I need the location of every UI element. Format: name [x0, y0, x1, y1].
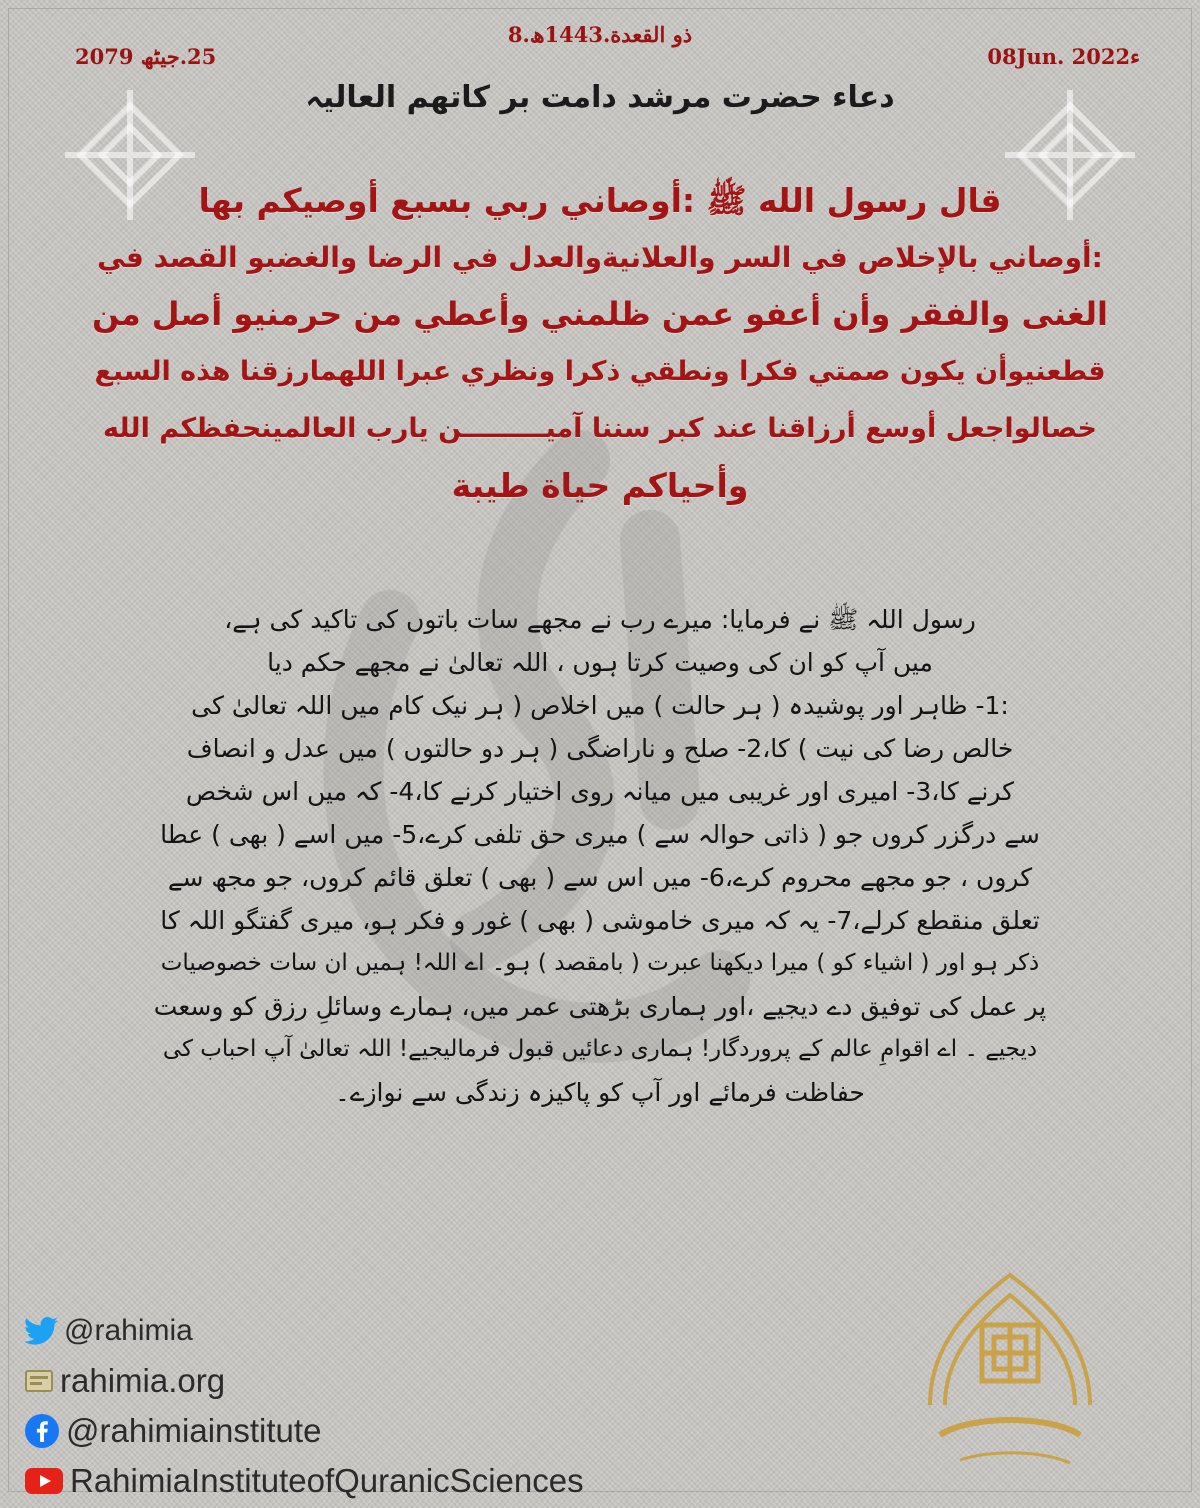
arabic-line: قال رسول الله ﷺ :أوصاني ربي بسبع أوصيكم بها	[198, 181, 1002, 220]
rahimia-logo	[900, 1265, 1120, 1480]
urdu-line: رسول اللہ ﷺ نے فرمایا: میرے رب نے مجھے سات باتوں کی تاکید کی ہے،	[224, 605, 976, 634]
urdu-line: پر عمل کی توفیق دے دیجیے ،اور ہماری بڑھتی عمر میں، ہمارے وسائلِ رزق کو وسعت	[153, 992, 1047, 1021]
urdu-line: کرنے کا،3- امیری اور غریبی میں میانہ روی اختیار کرنے کا،4- کہ میں اس شخص	[185, 777, 1015, 806]
urdu-line: کروں ، جو مجھے محروم کرے،6- میں اس سے ( بھی ) تعلق قائم کروں، جو مجھ سے	[167, 863, 1033, 892]
urdu-translation-text	[150, 598, 1050, 1114]
urdu-line: :1- ظاہر اور پوشیدہ ( ہر حالت ) میں اخلاص ( ہر نیک کام میں اللہ تعالیٰ کی	[191, 691, 1009, 720]
urdu-line: میں آپ کو ان کی وصیت کرتا ہوں ، اللہ تعالیٰ نے مجھے حکم دیا	[267, 648, 933, 677]
urdu-line: خالص رضا کی نیت ) کا،2- صلح و ناراضگی ( ہر دو حالتوں ) میں عدل و انصاف	[186, 734, 1014, 763]
gregorian-date: 08Jun. 2022ء	[987, 44, 1140, 69]
date-row	[60, 22, 1140, 72]
youtube-icon	[24, 1467, 64, 1495]
page-title: دعاء حضرت مرشد دامت بر کاتھم العالیہ	[305, 80, 895, 115]
twitter-handle: @rahimia	[64, 1314, 193, 1347]
hijri-date: 8.ذو القعدة.1443ھ	[507, 22, 693, 47]
arabic-hadith-text	[90, 172, 1110, 514]
urdu-line: ذکر ہو اور ( اشیاء کو ) میرا دیکھنا عبرت ( بامقصد ) ہو۔ اے اللہ! ہمیں ان سات خصوصیات	[160, 950, 1040, 976]
website-url: rahimia.org	[60, 1362, 226, 1399]
youtube-channel: RahimiaInstituteofQuranicSciences	[70, 1462, 584, 1499]
urdu-line: حفاظت فرمائے اور آپ کو پاکیزہ زندگی سے نوازے۔	[335, 1078, 865, 1107]
youtube-link[interactable]	[24, 1458, 584, 1504]
website-link[interactable]	[24, 1358, 584, 1404]
facebook-link[interactable]	[24, 1408, 584, 1454]
urdu-line: دیجیے ۔ اے اقوامِ عالم کے پروردگار! ہماری دعائیں قبول فرمالیجیے! اللہ تعالیٰ آپ احباب کی	[162, 1036, 1038, 1062]
arabic-line: الغنى والفقر وأن أعفو عمن ظلمني وأعطي من حرمنيو أصل من	[92, 295, 1108, 333]
website-icon	[24, 1367, 54, 1395]
social-links	[24, 1308, 584, 1508]
bikrami-date: 25.جیٹھ 2079	[75, 44, 217, 69]
arabic-line: خصالواجعل أوسع أرزاقنا عند كبر سننا آميـــــــــن يارب العالمينحفظكم الله	[103, 413, 1097, 444]
arabic-line: وأحياكم حياة طيبة	[451, 466, 749, 505]
urdu-line: تعلق منقطع کرلے،7- یہ کہ میری خاموشی ( بھی ) غور و فکر ہو، میری گفتگو اللہ کا	[160, 906, 1040, 935]
urdu-line: سے درگزر کروں جو ( ذاتی حوالہ سے ) میری حق تلفی کرے،5- میں اسے ( بھی ) عطا	[160, 820, 1040, 849]
facebook-handle: @rahimiainstitute	[66, 1412, 322, 1449]
arabic-line: :أوصاني بالإخلاص في السر والعلانيةوالعدل في الرضا والغضبو القصد في	[97, 241, 1103, 274]
twitter-icon	[24, 1316, 58, 1346]
twitter-link[interactable]	[24, 1308, 584, 1354]
arabic-line: قطعنيوأن يكون صمتي فكرا ونطقي ذكرا ونظري عبرا اللهمارزقنا هذه السبع	[94, 356, 1106, 387]
facebook-icon	[24, 1413, 60, 1449]
